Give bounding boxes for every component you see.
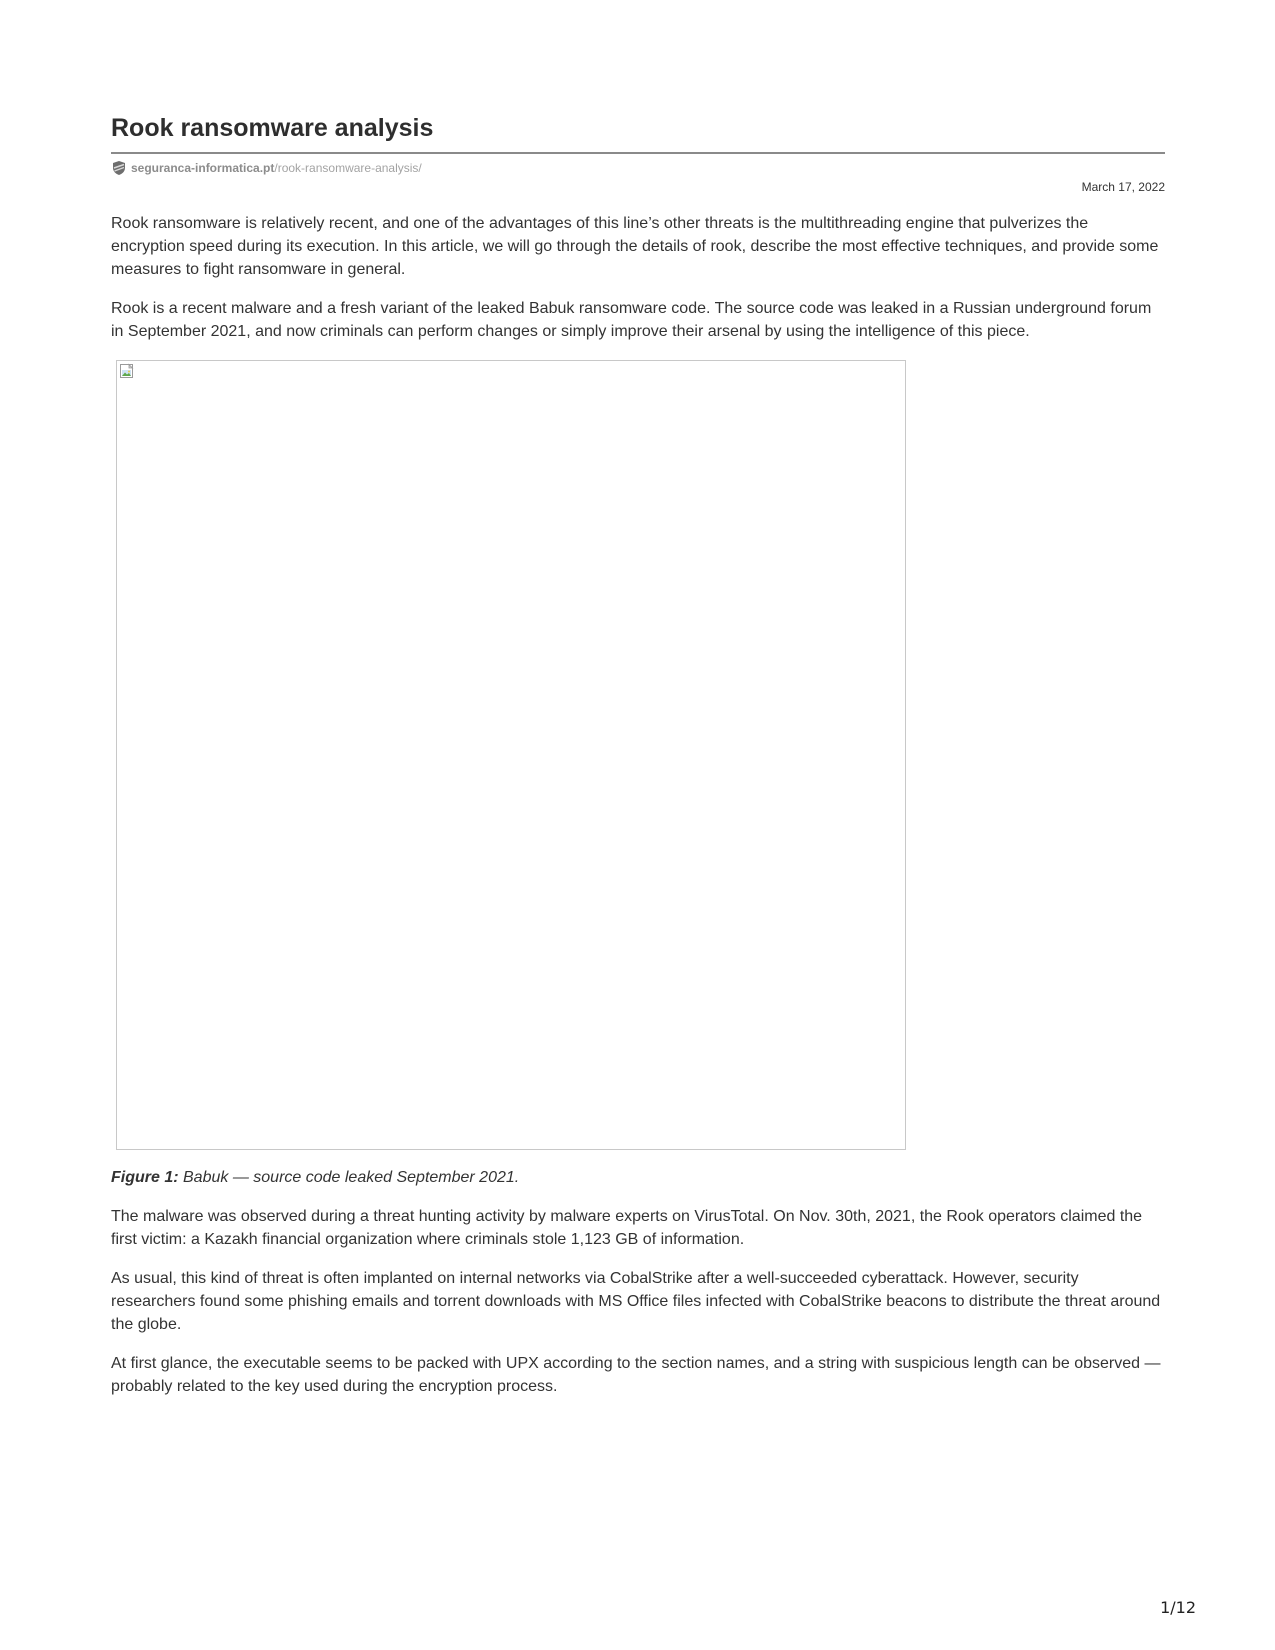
figure-image [116, 360, 906, 1150]
paragraph: The malware was observed during a threat hunting activity by malware experts on VirusTotal. On Nov. 30th, 2021, the Rook operators claimed the first victim: a Kazakh financial organization where criminals stole 1,123 GB of information. [111, 1208, 1143, 1248]
article-title: Rook ransomware analysis [111, 114, 434, 142]
paragraph: At first glance, the executable seems to be packed with UPX according to the section names, and a string with suspicious length can be observed — probably related to the key used during the encryption process. [111, 1355, 1161, 1395]
title-divider [111, 152, 1165, 154]
source-path: /rook-ransomware-analysis/ [274, 161, 422, 175]
paragraph: Rook is a recent malware and a fresh variant of the leaked Babuk ransomware code. The source code was leaked in a Russian underground forum in September 2021, and now criminals can perform changes or simply improve their arsenal by using the intelligence of this piece. [111, 300, 1152, 340]
source-domain: seguranca-informatica.pt [131, 161, 275, 175]
figure-caption-label: Figure 1: [111, 1169, 179, 1186]
source-link[interactable] [111, 160, 1165, 176]
paragraph: Rook ransomware is relatively recent, and one of the advantages of this line’s other threats is the multithreading engine that pulverizes the encryption speed during its execution. In this article, we will go through the details of rook, describe the most effective techniques, and provide some measures to fight ransomware in general. [111, 215, 1159, 278]
shield-icon [111, 160, 127, 176]
broken-image-icon [119, 363, 135, 379]
page-number: 1/12 [1160, 1598, 1196, 1617]
figure-caption-text: Babuk — source code leaked September 2021. [178, 1169, 520, 1186]
figure-caption [111, 1166, 1165, 1189]
article [111, 112, 1165, 1398]
publish-date: March 17, 2022 [1081, 180, 1165, 194]
paragraph: As usual, this kind of threat is often implanted on internal networks via CobalStrike after a well-succeeded cyberattack. However, security researchers found some phishing emails and torrent downloads with MS Office files infected with CobalStrike beacons to distribute the threat around the globe. [111, 1270, 1161, 1333]
